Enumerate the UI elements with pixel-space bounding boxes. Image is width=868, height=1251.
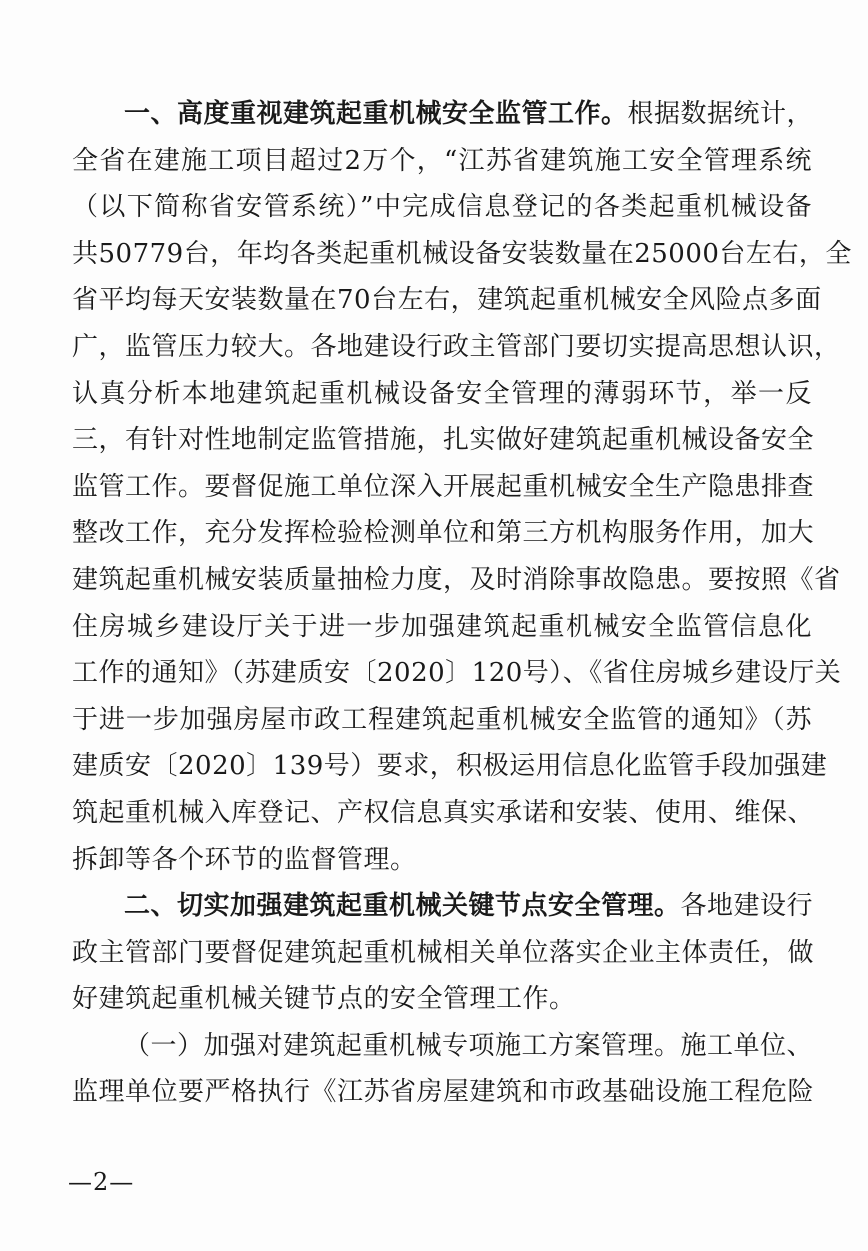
line-text: 共50779台，年均各类起重机械设备安装数量在25000台左右，全 — [72, 238, 852, 269]
text-line — [72, 231, 852, 278]
line-text: 住房城乡建设厅关于进一步加强建筑起重机械安全监管信息化 — [72, 611, 812, 642]
line-text: 三，有针对性地制定监管措施，扎实做好建筑起重机械设备安全 — [72, 425, 815, 456]
line-text: 好建筑起重机械关键节点的安全管理工作。 — [72, 984, 576, 1015]
line-text: 建筑起重机械安装质量抽检力度，及时消除事故隐患。要按照《省 — [72, 564, 841, 595]
line-text: 省平均每天安装数量在70台左右，建筑起重机械安全风险点多面 — [72, 285, 822, 316]
line-text: 根据数据统计， — [627, 99, 814, 129]
line-text: （一）加强对建筑起重机械专项施工方案管理。施工单位、 — [124, 1030, 814, 1061]
text-line — [72, 837, 812, 884]
text-line — [72, 184, 812, 231]
text-line — [72, 464, 815, 511]
page-number: —2— — [68, 1168, 135, 1196]
text-line — [72, 417, 815, 464]
text-line — [72, 604, 812, 651]
line-text: 全省在建施工项目超过2万个，“江苏省建筑施工安全管理系统 — [72, 145, 812, 176]
section-heading: 二、切实加强建筑起重机械关键节点安全管理。 — [124, 891, 681, 922]
line-text: 筑起重机械入库登记、产权信息真实承诺和安装、使用、维保、 — [72, 797, 815, 828]
text-line — [72, 138, 812, 185]
line-text: 于进一步加强房屋市政工程建筑起重机械安全监管的通知》（苏 — [72, 704, 812, 735]
text-line — [72, 1023, 812, 1070]
line-text: 拆卸等各个环节的监督管理。 — [72, 844, 417, 875]
line-text: 认真分析本地建筑起重机械设备安全管理的薄弱环节，举一反 — [72, 378, 812, 409]
line-text: 监理单位要严格执行《江苏省房屋建筑和市政基础设施工程危险 — [72, 1077, 815, 1108]
text-line — [72, 510, 815, 557]
line-text: （以下简称省安管系统）”中完成信息登记的各类起重机械设备 — [72, 192, 812, 223]
text-line — [72, 883, 812, 930]
text-line — [72, 277, 822, 324]
line-text: 政主管部门要督促建筑起重机械相关单位落实企业主体责任，做 — [72, 937, 815, 968]
text-line — [72, 976, 812, 1023]
text-line — [72, 697, 812, 744]
text-line — [72, 91, 812, 138]
line-text: 广，监管压力较大。各地建设行政主管部门要切实提高思想认识， — [72, 331, 841, 362]
line-text: 整改工作，充分发挥检验检测单位和第三方机构服务作用，加大 — [72, 518, 815, 549]
text-line — [72, 650, 842, 697]
document-body — [72, 91, 852, 1116]
text-line — [72, 1069, 815, 1116]
text-line — [72, 557, 841, 604]
section-heading: 一、高度重视建筑起重机械安全监管工作。 — [124, 99, 628, 129]
line-text: 建质安〔2020〕139号）要求，积极运用信息化监管手段加强建 — [72, 751, 828, 782]
text-line — [72, 324, 841, 371]
text-line — [72, 930, 815, 977]
text-line — [72, 743, 828, 790]
text-line — [72, 371, 812, 418]
line-text: 监管工作。要督促施工单位深入开展起重机械安全生产隐患排查 — [72, 471, 815, 502]
text-line — [72, 790, 815, 837]
line-text: 各地建设行 — [680, 891, 814, 922]
line-text: 工作的通知》（苏建质安〔2020〕120号）、《省住房城乡建设厅关 — [72, 658, 842, 689]
